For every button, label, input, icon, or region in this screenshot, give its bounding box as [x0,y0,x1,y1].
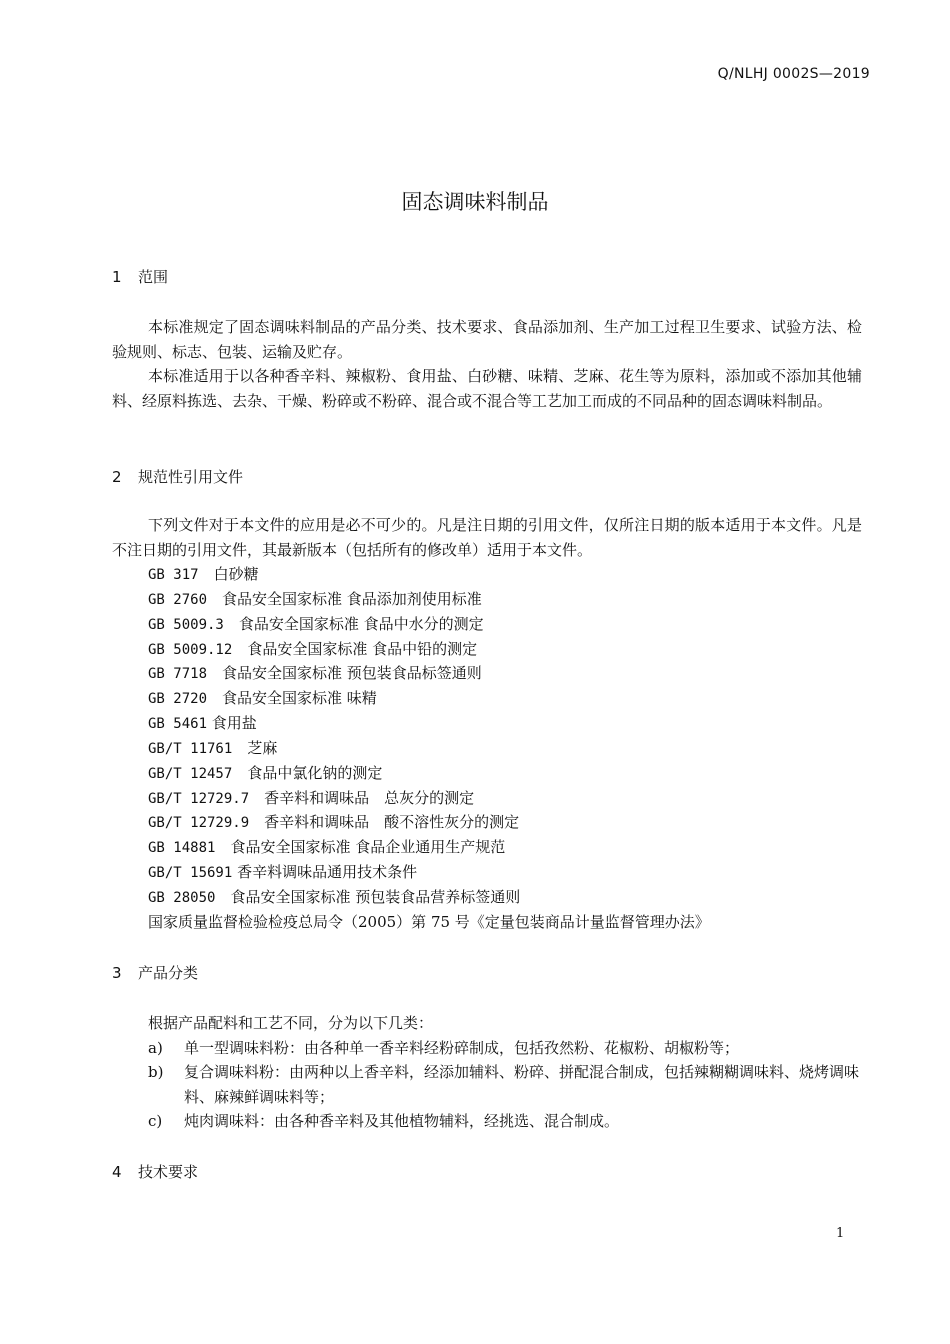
section-number: 4 [112,1163,122,1181]
section-title: 规范性引用文件 [138,468,244,486]
reference-item: GB/T 12457 食品中氯化钠的测定 [148,764,383,782]
section-title: 产品分类 [138,964,199,982]
section-1-heading [112,266,168,287]
reference-item: GB 14881 食品安全国家标准 食品企业通用生产规范 [148,838,506,856]
list-text: 单一型调味料粉：由各种单一香辛料经粉碎制成，包括孜然粉、花椒粉、胡椒粉等； [184,1039,740,1057]
section-title: 技术要求 [138,1163,199,1181]
reference-item: GB 2760 食品安全国家标准 食品添加剂使用标准 [148,590,482,608]
document-code: Q/NLHJ 0002S—2019 [717,66,870,82]
list-label: b) [148,1063,164,1081]
document-title: 固态调味料制品 [401,190,549,214]
references-intro: 下列文件对于本文件的应用是必不可少的。凡是注日期的引用文件，仅所注日期的版本适用于本文件。凡是不注日期的引用文件，其最新版本（包括所有的修改单）适用于本文件。 [112,516,862,559]
list-item [148,1060,864,1110]
reference-item: GB/T 12729.9 香辛料和调味品 酸不溶性灰分的测定 [148,813,520,831]
reference-item: GB 28050 食品安全国家标准 预包装食品营养标签通则 [148,888,521,906]
reference-item-regulation: 国家质量监督检验检疫总局令（2005）第 75 号《定量包装商品计量监督管理办法》 [148,913,710,931]
page-number: 1 [836,1226,845,1241]
list-item [148,1036,864,1061]
list-text: 复合调味料粉：由两种以上香辛料，经添加辅料、粉碎、拼配混合制成，包括辣糊糊调味料、烧烤调味料、麻辣鲜调味料等； [184,1063,860,1106]
section-number: 2 [112,468,122,486]
scope-paragraph-2: 本标准适用于以各种香辛料、辣椒粉、食用盐、白砂糖、味精、芝麻、花生等为原料，添加或不添加其他辅料、经原料拣选、去杂、干燥、粉碎或不粉碎、混合或不混合等工艺加工而成的不同品种的固态调味料制品。 [112,367,862,410]
section-4-heading [112,1161,198,1182]
list-text: 炖肉调味料：由各种香辛料及其他植物辅料，经挑选、混合制成。 [184,1112,620,1130]
list-item [148,1109,864,1134]
reference-item: GB/T 11761 芝麻 [148,739,278,757]
reference-item: GB 5009.3 食品安全国家标准 食品中水分的测定 [148,615,484,633]
reference-item: GB 7718 食品安全国家标准 预包装食品标签通则 [148,664,482,682]
section-2-heading [112,466,243,487]
reference-item: GB 317 白砂糖 [148,565,259,583]
section-3-heading [112,962,198,983]
scope-paragraph-1: 本标准规定了固态调味料制品的产品分类、技术要求、食品添加剂、生产加工过程卫生要求、试验方法、检验规则、标志、包装、运输及贮存。 [112,318,862,361]
section-number: 3 [112,964,122,982]
section-number: 1 [112,268,122,286]
reference-item: GB 5009.12 食品安全国家标准 食品中铅的测定 [148,640,478,658]
list-label: a) [148,1039,163,1057]
reference-item: GB/T 12729.7 香辛料和调味品 总灰分的测定 [148,789,475,807]
classification-intro: 根据产品配料和工艺不同，分为以下几类： [148,1014,434,1032]
reference-item: GB/T 15691 香辛料调味品通用技术条件 [148,863,418,881]
section-title: 范围 [138,268,169,286]
reference-item: GB 2720 食品安全国家标准 味精 [148,689,377,707]
list-label: c) [148,1112,163,1130]
reference-item: GB 5461 食用盐 [148,714,257,732]
